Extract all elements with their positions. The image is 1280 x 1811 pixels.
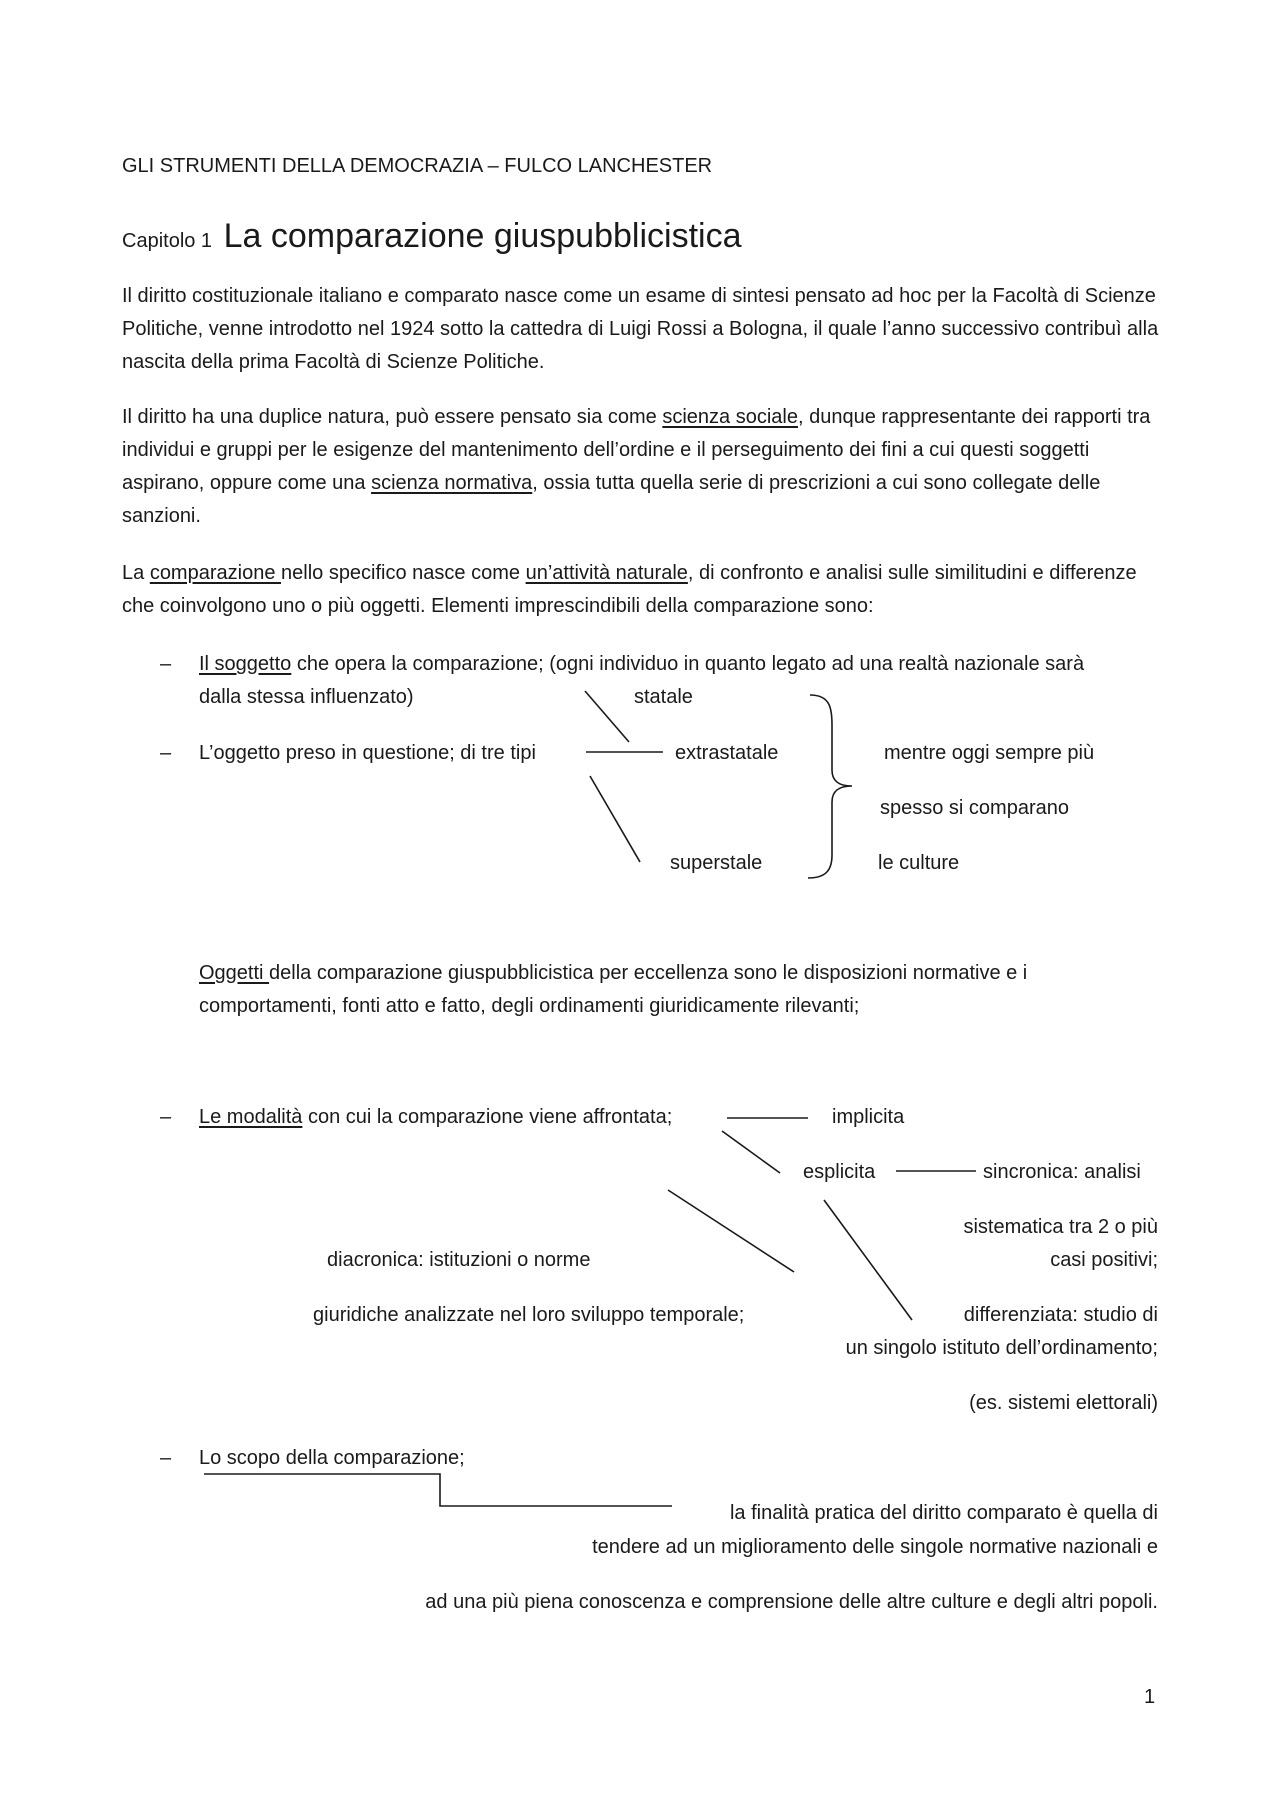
connector-diacronica — [668, 1190, 794, 1272]
type-superstale: superstale — [670, 852, 763, 874]
mode-diacronica-line2: giuridiche analizzate nel loro sviluppo temporale; — [313, 1304, 745, 1326]
list-dash: – — [160, 653, 172, 675]
mode-esplicita: esplicita — [803, 1161, 876, 1183]
text-run: della comparazione giuspubblicistica per eccellenza sono le disposizioni normative e i comportamenti, fonti atto e fatto, degli ordinamenti giuridicamente rilevanti; — [199, 962, 1028, 1017]
book-title: GLI STRUMENTI DELLA DEMOCRAZIA – FULCO LANCHESTER — [122, 155, 713, 177]
text-run: che opera la comparazione; (ogni individuo in quanto legato ad una realtà nazionale sarà — [291, 653, 1085, 675]
chapter-heading — [122, 216, 741, 261]
type-extrastatale: extrastatale — [675, 742, 779, 764]
list-item-subject-cont: dalla stessa influenzato) — [199, 686, 414, 708]
connector-superstale — [590, 776, 640, 862]
text-run: con cui la comparazione viene affrontata; — [302, 1106, 673, 1128]
text-run: nello specifico nasce come — [281, 562, 526, 584]
text-run: , ossia tutta quella serie di prescrizioni a cui sono collegate delle sanzioni. — [122, 472, 1101, 527]
underlined-term: Il soggetto — [199, 653, 292, 675]
mode-sincronica-line2: sistematica tra 2 o più — [963, 1216, 1158, 1238]
list-dash: – — [160, 1106, 172, 1128]
connector-statale — [585, 691, 629, 742]
mode-implicita: implicita — [832, 1106, 905, 1128]
mode-differenziata-line1: differenziata: studio di — [963, 1304, 1158, 1326]
culture-note-line3: le culture — [878, 852, 960, 874]
text-run: Il diritto ha una duplice natura, può essere pensato sia come — [122, 406, 663, 428]
purpose-line1: la finalità pratica del diritto comparato è quella di — [729, 1502, 1158, 1524]
list-dash: – — [160, 742, 172, 764]
underlined-term: comparazione — [149, 562, 281, 584]
mode-diacronica-line1: diacronica: istituzioni o norme — [327, 1249, 591, 1271]
underlined-term: Oggetti — [199, 962, 270, 984]
mode-differenziata-line2: un singolo istituto dell’ordinamento; — [845, 1337, 1158, 1359]
list-item-purpose: Lo scopo della comparazione; — [199, 1447, 465, 1469]
list-item-subject — [199, 652, 1084, 676]
chapter-title: La comparazione giuspubblicistica — [223, 217, 742, 255]
culture-note-line2: spesso si comparano — [880, 797, 1069, 819]
list-item-object: L’oggetto preso in questione; di tre tipi — [199, 742, 536, 764]
type-statale: statale — [634, 686, 693, 708]
curly-brace — [808, 695, 852, 878]
underlined-term: scienza normativa — [371, 472, 533, 494]
underlined-term: un’attività naturale — [525, 562, 688, 584]
mode-sincronica-line3: casi positivi; — [1050, 1249, 1158, 1271]
chapter-label: Capitolo 1 — [122, 230, 213, 252]
mode-sincronica-line1: sincronica: analisi — [983, 1161, 1141, 1183]
text-run: , di confronto e analisi sulle similitudini e differenze che coinvolgono uno o più oggetti. Elementi imprescindibili della comparazione sono: — [122, 562, 1137, 617]
purpose-line3: ad una più piena conoscenza e comprensione delle altre culture e degli altri popoli. — [425, 1591, 1158, 1613]
culture-note-line1: mentre oggi sempre più — [884, 742, 1095, 764]
list-item-modes — [199, 1105, 672, 1129]
text-run: , dunque rappresentante dei rapporti tra individui e gruppi per le esigenze del mantenimento dell’ordine e il perseguimento dei fini a cui questi soggetti aspirano, oppure come una — [122, 406, 1151, 494]
page-number: 1 — [1144, 1686, 1156, 1708]
mode-differenziata-line3: (es. sistemi elettorali) — [969, 1392, 1158, 1414]
paragraph-nature — [122, 401, 1162, 533]
list-dash: – — [160, 1447, 172, 1469]
purpose-line2: tendere ad un miglioramento delle singole normative nazionali e — [592, 1536, 1158, 1558]
paragraph-objects — [199, 957, 1119, 1023]
paragraph-intro: Il diritto costituzionale italiano e comparato nasce come un esame di sintesi pensato ad hoc per la Facoltà di Scienze Politiche, venne introdotto nel 1924 sotto la cattedra di Luigi Rossi a Bologna, il quale l’anno successivo contribuì alla nascita della prima Facoltà di Scienze Politiche. — [122, 285, 1159, 373]
underlined-term: scienza sociale — [662, 406, 798, 428]
text-run: La — [122, 562, 150, 584]
paragraph-comparison — [122, 557, 1162, 623]
connector-esplicita — [722, 1131, 780, 1173]
underlined-term: Le modalità — [199, 1106, 303, 1128]
